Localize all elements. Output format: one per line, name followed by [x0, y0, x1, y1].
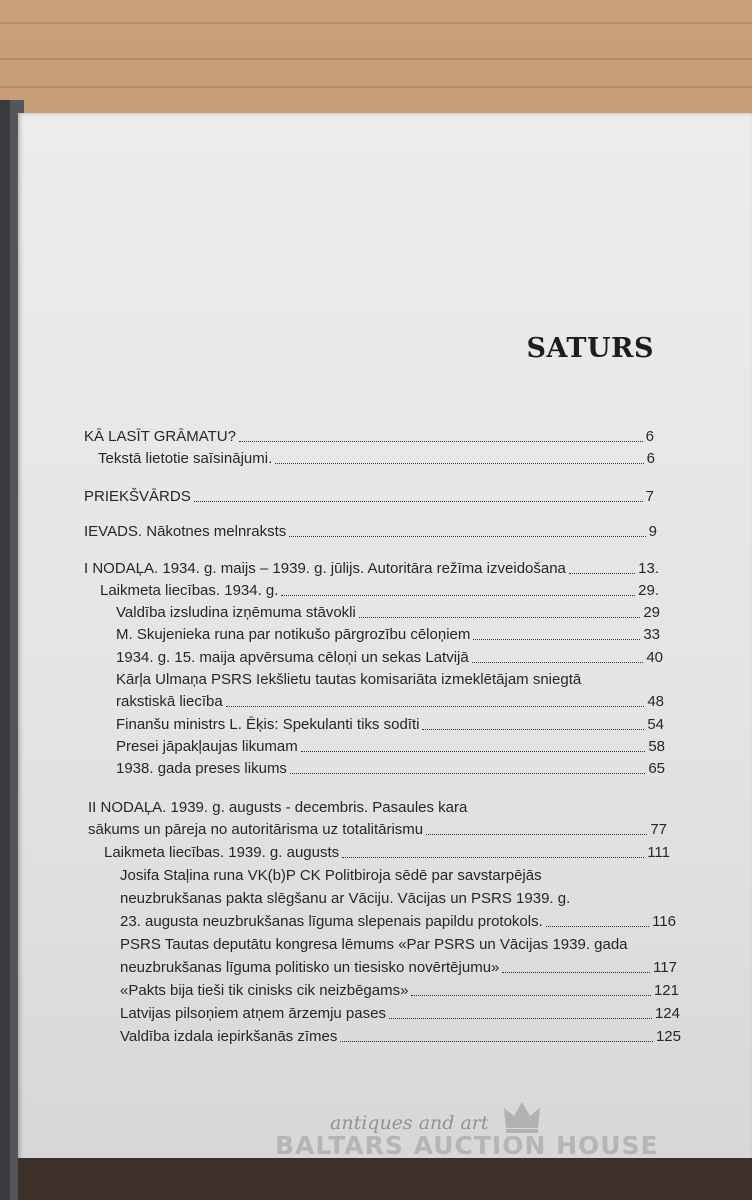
watermark-tagline: antiques and art [330, 1112, 489, 1134]
toc-entry: Presei jāpakļaujas likumam 58 [116, 738, 665, 755]
toc-entry: I NODAĻA. 1934. g. maijs – 1939. g. jūlijs. Autoritāra režīma izveidošana 13. [84, 560, 659, 577]
toc-entry: IEVADS. Nākotnes melnraksts 9 [84, 523, 657, 540]
watermark-brand: BALTARS AUCTION HOUSE [275, 1131, 659, 1160]
toc-entry: «Pakts bija tieši tik cinisks cik neizbēgams» 121 [120, 982, 679, 999]
toc-entry: Josifa Staļina runa VK(b)P CK Politbiroja sēdē par savstarpējās [120, 867, 542, 884]
toc-entry: 1938. gada preses likums 65 [116, 760, 665, 777]
toc-entry: II NODAĻA. 1939. g. augusts - decembris. Pasaules kara [88, 799, 468, 816]
toc-entry: 23. augusta neuzbrukšanas līguma slepenais papildu protokols. 116 [120, 913, 676, 930]
toc-entry: Laikmeta liecības. 1934. g. 29. [100, 582, 659, 599]
page-title: SATURS [526, 333, 654, 364]
toc-entry: Latvijas pilsoņiem atņem ārzemju pases 124 [120, 1005, 680, 1022]
toc-entry: Valdība izdala iepirkšanās zīmes 125 [120, 1028, 681, 1045]
toc-entry: Tekstā lietotie saīsinājumi. 6 [98, 450, 655, 467]
toc-entry: PRIEKŠVĀRDS 7 [84, 488, 654, 505]
crown-icon [502, 1100, 542, 1134]
toc-entry: rakstiskā liecība 48 [116, 693, 664, 710]
toc-entry: sākums un pāreja no autoritārisma uz totalitārismu 77 [88, 821, 667, 838]
toc-entry: neuzbrukšanas līguma politisko un tiesisko novērtējumu» 117 [120, 959, 677, 976]
toc-entry: Finanšu ministrs L. Ēķis: Spekulanti tiks sodīti 54 [116, 716, 664, 733]
toc-entry: PSRS Tautas deputātu kongresa lēmums «Par PSRS un Vācijas 1939. gada [120, 936, 628, 953]
toc-entry: Laikmeta liecības. 1939. g. augusts 111 [104, 844, 670, 861]
toc-entry: KĀ LASĪT GRĀMATU? 6 [84, 428, 654, 445]
toc-entry: neuzbrukšanas pakta slēgšanu ar Vāciju. Vācijas un PSRS 1939. g. [120, 890, 571, 907]
toc-entry: Valdība izsludina izņēmuma stāvokli 29 [116, 604, 660, 621]
toc-entry: 1934. g. 15. maija apvērsuma cēloņi un sekas Latvijā 40 [116, 649, 663, 666]
toc-entry: M. Skujenieka runa par notikušo pārgrozību cēloņiem 33 [116, 626, 660, 643]
toc-entry: Kārļa Ulmaņa PSRS Iekšlietu tautas komisariāta izmeklētājam sniegtā [116, 671, 582, 688]
